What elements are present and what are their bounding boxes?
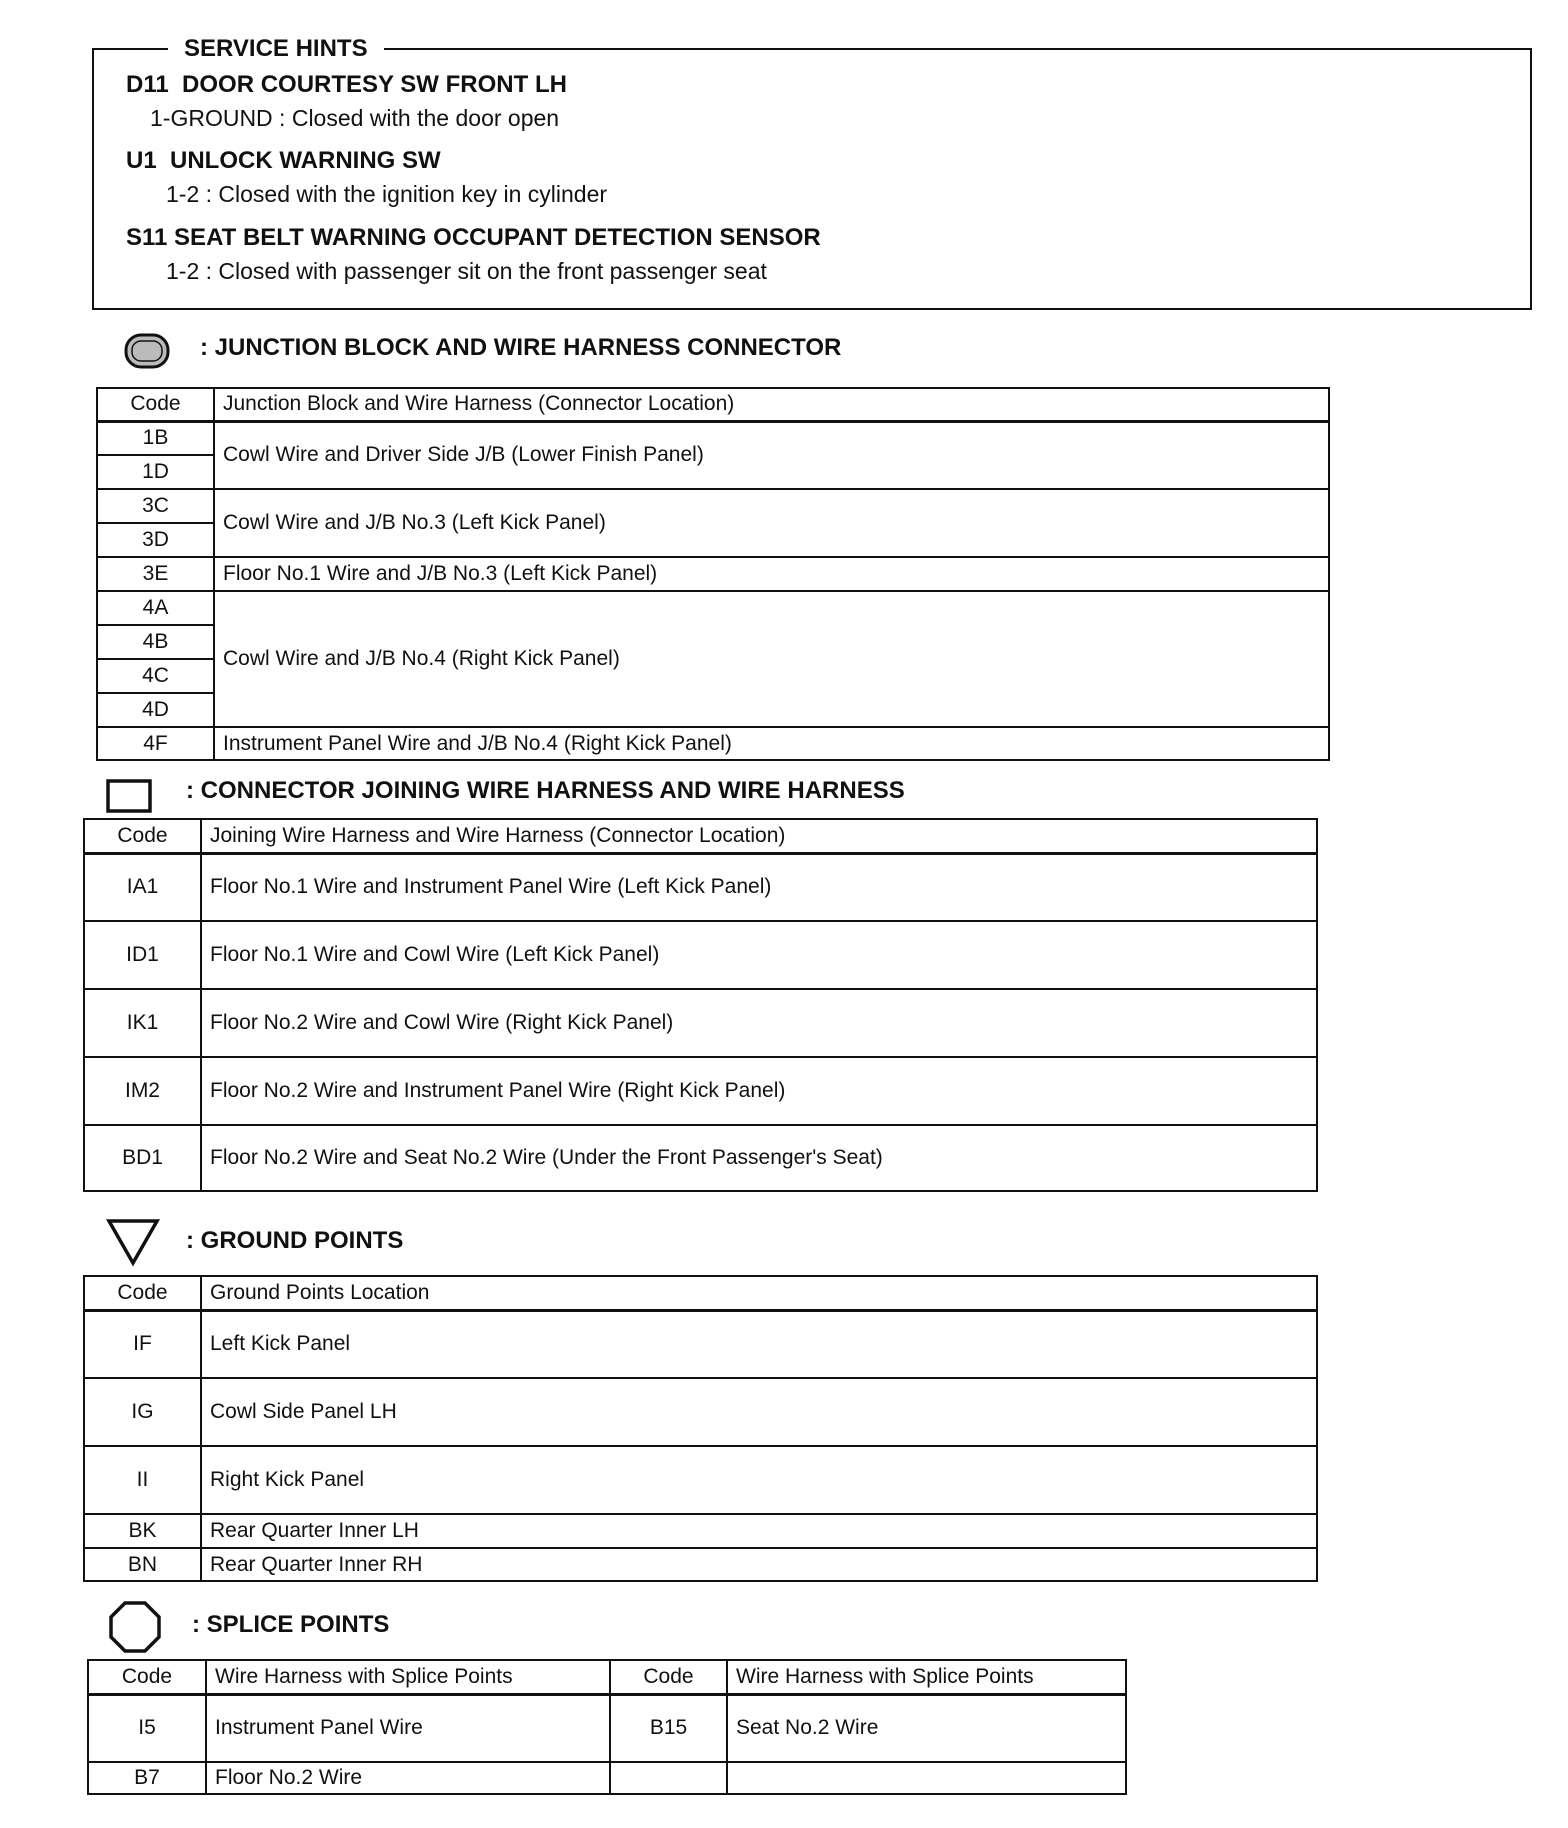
col-header-code: Code	[84, 819, 201, 853]
location-cell: Rear Quarter Inner LH	[201, 1514, 1317, 1548]
code-cell: BN	[84, 1548, 201, 1581]
code-cell: BK	[84, 1514, 201, 1548]
junction-heading: : JUNCTION BLOCK AND WIRE HARNESS CONNECTOR	[200, 334, 842, 361]
col-header-wire: Wire Harness with Splice Points	[727, 1660, 1126, 1694]
table-row	[84, 989, 1317, 1057]
col-header-code: Code	[97, 388, 214, 421]
table-row	[97, 489, 1329, 523]
wire-cell	[727, 1762, 1126, 1794]
location-cell: Rear Quarter Inner RH	[201, 1548, 1317, 1581]
col-header-location: Joining Wire Harness and Wire Harness (Connector Location)	[201, 819, 1317, 853]
splice-table	[87, 1659, 1127, 1795]
col-header-code: Code	[610, 1660, 727, 1694]
col-header-code: Code	[88, 1660, 206, 1694]
connector-heading: : CONNECTOR JOINING WIRE HARNESS AND WIRE HARNESS	[186, 777, 905, 804]
table-row	[97, 557, 1329, 591]
location-cell: Cowl Side Panel LH	[201, 1378, 1317, 1446]
code-cell: 4C	[97, 659, 214, 693]
service-hint-heading: U1 UNLOCK WARNING SW	[126, 147, 441, 174]
code-cell: 3C	[97, 489, 214, 523]
code-cell: IK1	[84, 989, 201, 1057]
code-cell: 1D	[97, 455, 214, 489]
location-cell: Floor No.2 Wire and Seat No.2 Wire (Under the Front Passenger's Seat)	[201, 1125, 1317, 1191]
code-cell: 4A	[97, 591, 214, 625]
table-row	[84, 1378, 1317, 1446]
connector-square-icon	[105, 778, 153, 814]
table-row	[97, 591, 1329, 625]
location-cell: Floor No.1 Wire and Cowl Wire (Left Kick Panel)	[201, 921, 1317, 989]
location-cell: Floor No.2 Wire and Cowl Wire (Right Kick Panel)	[201, 989, 1317, 1057]
code-cell: IA1	[84, 853, 201, 921]
location-cell: Cowl Wire and J/B No.4 (Right Kick Panel)	[214, 591, 1329, 727]
service-hints-title: SERVICE HINTS	[168, 34, 384, 64]
junction-table	[96, 387, 1330, 761]
code-cell	[610, 1762, 727, 1794]
location-cell: Floor No.1 Wire and J/B No.3 (Left Kick Panel)	[214, 557, 1329, 591]
table-header-row	[88, 1660, 1126, 1694]
table-row	[88, 1694, 1126, 1762]
location-cell: Instrument Panel Wire and J/B No.4 (Right Kick Panel)	[214, 727, 1329, 760]
splice-octagon-icon	[107, 1600, 163, 1656]
table-row	[84, 1548, 1317, 1581]
table-row	[84, 1310, 1317, 1378]
table-row	[84, 921, 1317, 989]
table-row	[97, 727, 1329, 760]
service-hint-desc: 1-2 : Closed with the ignition key in cylinder	[166, 181, 608, 207]
code-cell: 4F	[97, 727, 214, 760]
table-row	[84, 1446, 1317, 1514]
code-cell: I5	[88, 1694, 206, 1762]
service-hint-s11	[126, 223, 821, 286]
code-cell: BD1	[84, 1125, 201, 1191]
service-hint-desc: 1-GROUND : Closed with the door open	[150, 105, 560, 131]
junction-block-icon	[123, 331, 173, 371]
wire-cell: Seat No.2 Wire	[727, 1694, 1126, 1762]
code-cell: IM2	[84, 1057, 201, 1125]
ground-heading: : GROUND POINTS	[186, 1227, 404, 1254]
ground-table	[83, 1275, 1318, 1582]
connector-table	[83, 818, 1318, 1192]
code-cell: 3E	[97, 557, 214, 591]
code-cell: IF	[84, 1310, 201, 1378]
location-cell: Cowl Wire and J/B No.3 (Left Kick Panel)	[214, 489, 1329, 557]
location-cell: Cowl Wire and Driver Side J/B (Lower Finish Panel)	[214, 421, 1329, 489]
code-cell: 1B	[97, 421, 214, 455]
code-cell: B7	[88, 1762, 206, 1794]
col-header-wire: Wire Harness with Splice Points	[206, 1660, 610, 1694]
service-hint-desc: 1-2 : Closed with passenger sit on the front passenger seat	[166, 258, 767, 284]
code-cell: 3D	[97, 523, 214, 557]
table-row	[84, 1514, 1317, 1548]
wire-cell: Instrument Panel Wire	[206, 1694, 610, 1762]
wire-cell: Floor No.2 Wire	[206, 1762, 610, 1794]
code-cell: IG	[84, 1378, 201, 1446]
table-header-row	[97, 388, 1329, 421]
code-cell: ID1	[84, 921, 201, 989]
service-hint-heading: D11 DOOR COURTESY SW FRONT LH	[126, 71, 567, 98]
service-hint-heading: S11 SEAT BELT WARNING OCCUPANT DETECTION SENSOR	[126, 224, 821, 251]
table-row	[84, 1125, 1317, 1191]
location-cell: Floor No.1 Wire and Instrument Panel Wire (Left Kick Panel)	[201, 853, 1317, 921]
table-row	[88, 1762, 1126, 1794]
table-row	[84, 1057, 1317, 1125]
table-row	[84, 853, 1317, 921]
location-cell: Left Kick Panel	[201, 1310, 1317, 1378]
ground-triangle-icon	[105, 1217, 161, 1267]
col-header-location: Ground Points Location	[201, 1276, 1317, 1310]
location-cell: Right Kick Panel	[201, 1446, 1317, 1514]
service-hint-u1	[126, 146, 607, 209]
col-header-location: Junction Block and Wire Harness (Connector Location)	[214, 388, 1329, 421]
location-cell: Floor No.2 Wire and Instrument Panel Wire (Right Kick Panel)	[201, 1057, 1317, 1125]
col-header-code: Code	[84, 1276, 201, 1310]
code-cell: 4D	[97, 693, 214, 727]
code-cell: II	[84, 1446, 201, 1514]
service-hint-d11	[126, 70, 567, 133]
code-cell: 4B	[97, 625, 214, 659]
table-header-row	[84, 819, 1317, 853]
table-row	[97, 421, 1329, 455]
code-cell: B15	[610, 1694, 727, 1762]
table-header-row	[84, 1276, 1317, 1310]
splice-heading: : SPLICE POINTS	[192, 1611, 390, 1638]
